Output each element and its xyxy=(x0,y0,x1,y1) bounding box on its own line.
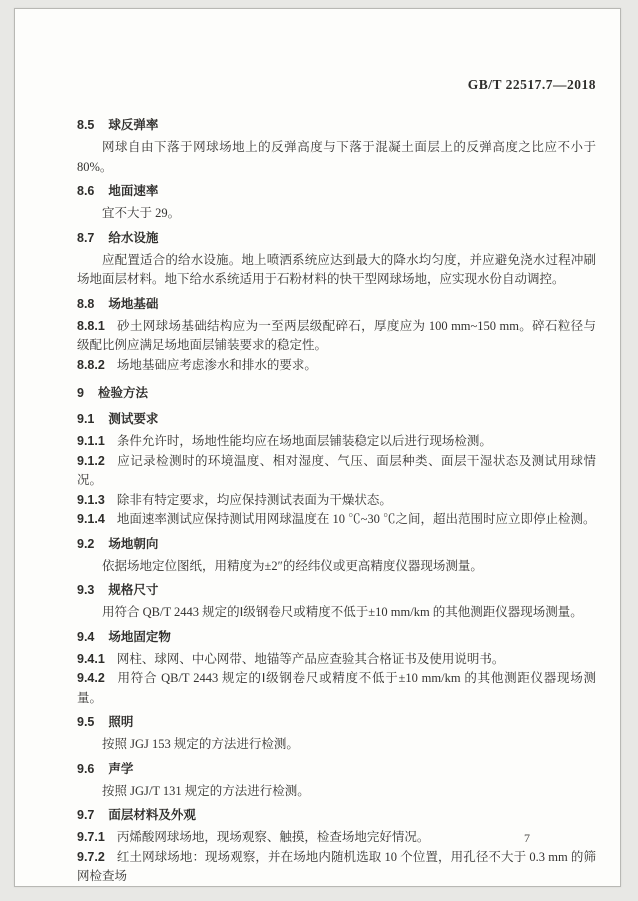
sections-container xyxy=(77,115,596,887)
clause xyxy=(77,317,596,356)
section-number: 8.7 xyxy=(77,230,95,245)
section-title: 声学 xyxy=(108,761,134,776)
section-number: 9.1 xyxy=(77,412,95,426)
clause xyxy=(77,510,596,530)
clause-number: 9.1.3 xyxy=(77,492,105,507)
clause-text: 网柱、球网、中心网带、地锚等产品应查验其合格证书及使用说明书。 xyxy=(116,651,505,666)
page-number: 7 xyxy=(524,831,530,845)
section-number: 8.6 xyxy=(77,184,95,198)
clause-text: 砂土网球场基础结构应为一至两层级配碎石，厚度应为 100 mm~150 mm。碎石粒径与级配比例应满足场地面层铺装要求的稳定性。 xyxy=(77,318,596,352)
clause-text: 除非有特定要求，均应保持测试表面为干燥状态。 xyxy=(116,492,392,507)
section-title: 场地朝向 xyxy=(108,536,159,551)
clause-text: 条件允许时，场地性能均应在场地面层铺装稳定以后进行现场检测。 xyxy=(116,434,492,448)
clause-text: 应记录检测时的环境温度、相对湿度、气压、面层种类、面层干湿状态及测试用球情况。 xyxy=(77,453,596,487)
section-number: 8.5 xyxy=(77,118,95,132)
section-number: 9 xyxy=(77,386,84,400)
section-title: 检验方法 xyxy=(97,386,148,400)
section-heading xyxy=(77,580,596,600)
section-number: 9.2 xyxy=(77,536,95,551)
chapter-heading xyxy=(77,383,596,403)
document-page xyxy=(14,8,621,887)
section-title: 球反弹率 xyxy=(108,118,159,132)
clause-number: 8.8.2 xyxy=(77,357,105,372)
section-number: 9.5 xyxy=(77,715,95,729)
section-number: 9.3 xyxy=(77,583,95,597)
clause xyxy=(77,828,596,848)
clause xyxy=(77,848,596,887)
paragraph: 按照 JGJ 153 规定的方法进行检测。 xyxy=(102,737,299,751)
section-title: 面层材料及外观 xyxy=(108,808,196,822)
section-heading xyxy=(77,181,596,201)
paragraph: 用符合 QB/T 2443 规定的Ⅰ级钢卷尺或精度不低于±10 mm/km 的其他测距仪器现场测量。 xyxy=(102,605,583,619)
clause-number: 9.1.1 xyxy=(77,434,105,448)
section-number: 9.6 xyxy=(77,761,95,776)
section-heading xyxy=(77,228,596,248)
paragraph: 应配置适合的给水设施。地上喷洒系统应达到最大的降水均匀度，并应避免浇水过程冲刷场地面层材料。地下给水系统适用于石粉材料的快干型网球场地，应实现水份自动调控。 xyxy=(77,252,596,286)
document-content xyxy=(77,75,596,887)
clause xyxy=(77,491,596,511)
clause-number: 8.8.1 xyxy=(77,318,105,333)
clause xyxy=(77,356,596,376)
section-heading xyxy=(77,534,596,554)
clause-number: 9.4.1 xyxy=(77,651,105,666)
section-heading xyxy=(77,805,596,825)
paragraph: 按照 JGJ/T 131 规定的方法进行检测。 xyxy=(102,783,310,798)
clause xyxy=(77,650,596,670)
section-number: 9.7 xyxy=(77,808,95,822)
section-heading xyxy=(77,759,596,779)
clause-number: 9.4.2 xyxy=(77,671,105,685)
section-heading xyxy=(77,115,596,135)
section-title: 规格尺寸 xyxy=(108,583,159,597)
clause xyxy=(77,669,596,708)
section-title: 地面速率 xyxy=(108,184,159,198)
section-heading xyxy=(77,294,596,314)
section-title: 给水设施 xyxy=(108,230,159,245)
section-title: 场地基础 xyxy=(108,296,159,311)
clause xyxy=(77,432,596,452)
section-heading xyxy=(77,627,596,647)
clause-number: 9.1.2 xyxy=(77,453,105,468)
standard-number-header: GB/T 22517.7—2018 xyxy=(467,77,596,92)
clause-text: 地面速率测试应保持测试用网球温度在 10 ℃~30 ℃之间，超出范围时应立即停止检测。 xyxy=(116,512,596,526)
clause xyxy=(77,452,596,491)
section-number: 9.4 xyxy=(77,629,95,644)
clause-text: 丙烯酸网球场地，现场观察、触摸，检查场地完好情况。 xyxy=(116,830,430,844)
clause-number: 9.1.4 xyxy=(77,512,105,526)
section-number: 8.8 xyxy=(77,296,95,311)
paragraph: 依据场地定位图纸，用精度为±2″的经纬仪或更高精度仪器现场测量。 xyxy=(102,558,483,573)
section-heading xyxy=(77,409,596,429)
paragraph: 宜不大于 29。 xyxy=(102,206,181,220)
clause-number: 9.7.2 xyxy=(77,849,105,864)
section-title: 测试要求 xyxy=(108,412,159,426)
section-title: 照明 xyxy=(108,715,134,729)
section-title: 场地固定物 xyxy=(108,629,171,644)
clause-text: 场地基础应考虑渗水和排水的要求。 xyxy=(116,357,317,372)
clause-text: 红土网球场地：现场观察，并在场地内随机选取 10 个位置，用孔径不大于 0.3 mm 的筛网检查场 xyxy=(77,849,596,883)
clause-number: 9.7.1 xyxy=(77,830,105,844)
paragraph: 网球自由下落于网球场地上的反弹高度与下落于混凝土面层上的反弹高度之比应不小于 80%。 xyxy=(77,140,596,174)
section-heading xyxy=(77,712,596,732)
clause-text: 用符合 QB/T 2443 规定的Ⅰ级钢卷尺或精度不低于±10 mm/km 的其他测距仪器现场测量。 xyxy=(77,671,596,705)
